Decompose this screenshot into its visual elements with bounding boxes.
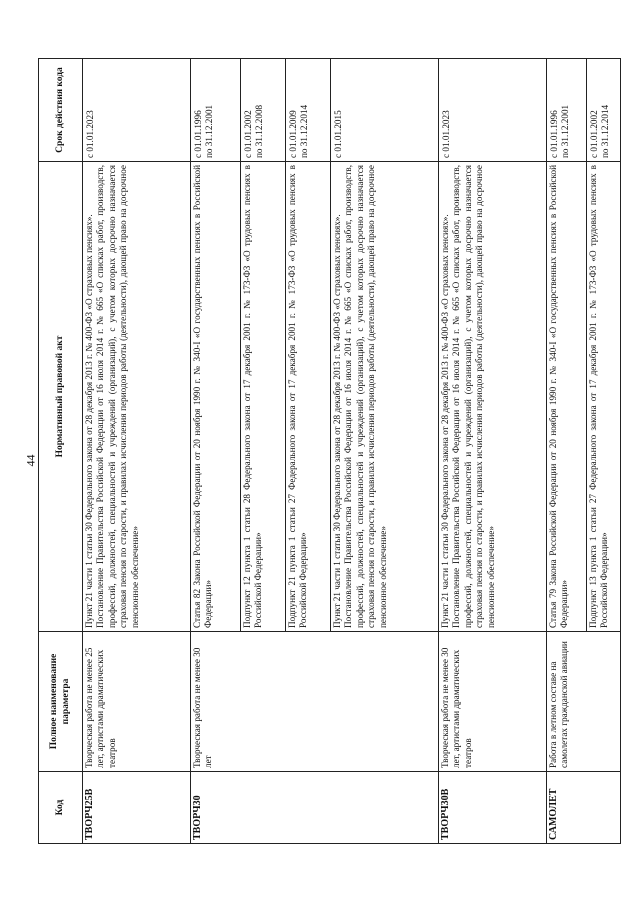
act-cell [241,162,286,632]
term-cell [331,59,439,162]
name-cell: Работа в летном составе на самолетах гражданской авиации [547,632,621,772]
name-cell: Творческая работа не менее 30 лет [191,632,439,772]
act-cell [547,162,587,632]
header-name: Полное наименование параметра [39,632,83,772]
act-paragraph: Подпункт 12 пункта 1 статьи 28 Федерального закона от 17 декабря 2001 г. № 173-ФЗ «О трудовых пенсиях в Российской Федерации» [242,165,264,628]
term-line: с 01.01.2009 [288,110,298,158]
act-paragraph: Подпункт 13 пункта 1 статьи 27 Федерального закона от 17 декабря 2001 г. № 173-ФЗ «О трудовых пенсиях в Российской Федерации» [588,165,610,628]
table-body [83,59,621,844]
table-row [191,59,241,844]
code-cell: ТВОРЧ30В [439,772,547,844]
table-row [83,59,191,844]
name-cell: Творческая работа не менее 25 лет, артистами драматических театров [83,632,191,772]
act-paragraph: Подпункт 21 пункта 1 статьи 27 Федерального закона от 17 декабря 2001 г. № 173-ФЗ «О трудовых пенсиях в Российской Федерации» [287,165,309,628]
header-code: Код [39,772,83,844]
term-line: по 31.12.2014 [299,104,310,158]
term-line: с 01.01.2015 [333,110,343,158]
term-line: по 31.12.2014 [600,104,611,158]
term-line: с 01.01.2023 [85,110,95,158]
term-cell [83,59,191,162]
codes-table [38,58,621,844]
term-cell [439,59,547,162]
act-cell [286,162,331,632]
term-cell [191,59,241,162]
code-cell: САМОЛЕТ [547,772,621,844]
table-row [439,59,547,844]
term-cell [547,59,587,162]
act-cell [439,162,547,632]
term-line: с 01.01.1996 [549,110,559,158]
term-cell [241,59,286,162]
act-paragraph: Постановление Правительства Российской Федерации от 16 июля 2014 г. № 665 «О списках работ, производств, профессий, должностей, специальностей и учреждений (организаций), с учетом которых досрочно назначается страховая пенсия по старости, и правилах исчисления периодов работы (деятельности), дающей право на досрочное пенсионное обеспечение» [95,165,140,628]
code-cell: ТВОРЧ25В [83,772,191,844]
act-paragraph: Пункт 21 части 1 статьи 30 Федерального закона от 28 декабря 2013 г. № 400-ФЗ «О страховых пенсиях». [332,214,342,628]
act-paragraph: Постановление Правительства Российской Федерации от 16 июля 2014 г. № 665 «О списках работ, производств, профессий, должностей, специальностей и учреждений (организаций), с учетом которых досрочно назначается страховая пенсия по старости, и правилах исчисления периодов работы (деятельности), дающей право на досрочное пенсионное обеспечение» [343,165,388,628]
table-header-row [39,59,83,844]
term-cell [286,59,331,162]
act-paragraph: Статья 79 Закона Российской Федерации от 20 ноября 1990 г. № 340-I «О государственных пенсиях в Российской Федерации» [548,165,570,628]
header-act: Нормативный правовой акт [39,162,83,632]
term-line: с 01.01.1996 [193,110,203,158]
term-line: с 01.01.2002 [243,110,253,158]
act-cell [587,162,621,632]
act-paragraph: Постановление Правительства Российской Федерации от 16 июля 2014 г. № 665 «О списках работ, производств, профессий, должностей, специальностей и учреждений (организаций), с учетом которых досрочно назначается страховая пенсия по старости, и правилах исчисления периодов работы (деятельности), дающей право на досрочное пенсионное обеспечение» [451,165,496,628]
term-line: с 01.01.2023 [441,110,451,158]
act-cell [331,162,439,632]
act-cell [191,162,241,632]
act-cell [83,162,191,632]
term-cell [587,59,621,162]
table-row [547,59,587,844]
page-number: 44 [23,454,38,467]
header-term: Срок действия кода [39,59,83,162]
act-paragraph: Пункт 21 части 1 статьи 30 Федерального закона от 28 декабря 2013 г. № 400-ФЗ «О страховых пенсиях». [440,214,450,628]
term-line: по 31.12.2001 [560,104,571,158]
term-line: с 01.01.2002 [589,110,599,158]
rotated-page [38,59,620,844]
code-cell: ТВОРЧ30 [191,772,439,844]
act-paragraph: Статья 82 Закона Российской Федерации от 20 ноября 1990 г. № 340-I «О государственных пенсиях в Российской Федерации» [192,165,214,628]
act-paragraph: Пункт 21 части 1 статьи 30 Федерального закона от 28 декабря 2013 г. № 400-ФЗ «О страховых пенсиях». [84,214,94,628]
term-line: по 31.12.2008 [254,104,265,158]
term-line: по 31.12.2001 [204,104,215,158]
name-cell: Творческая работа не менее 30 лет, артистами драматических театров [439,632,547,772]
